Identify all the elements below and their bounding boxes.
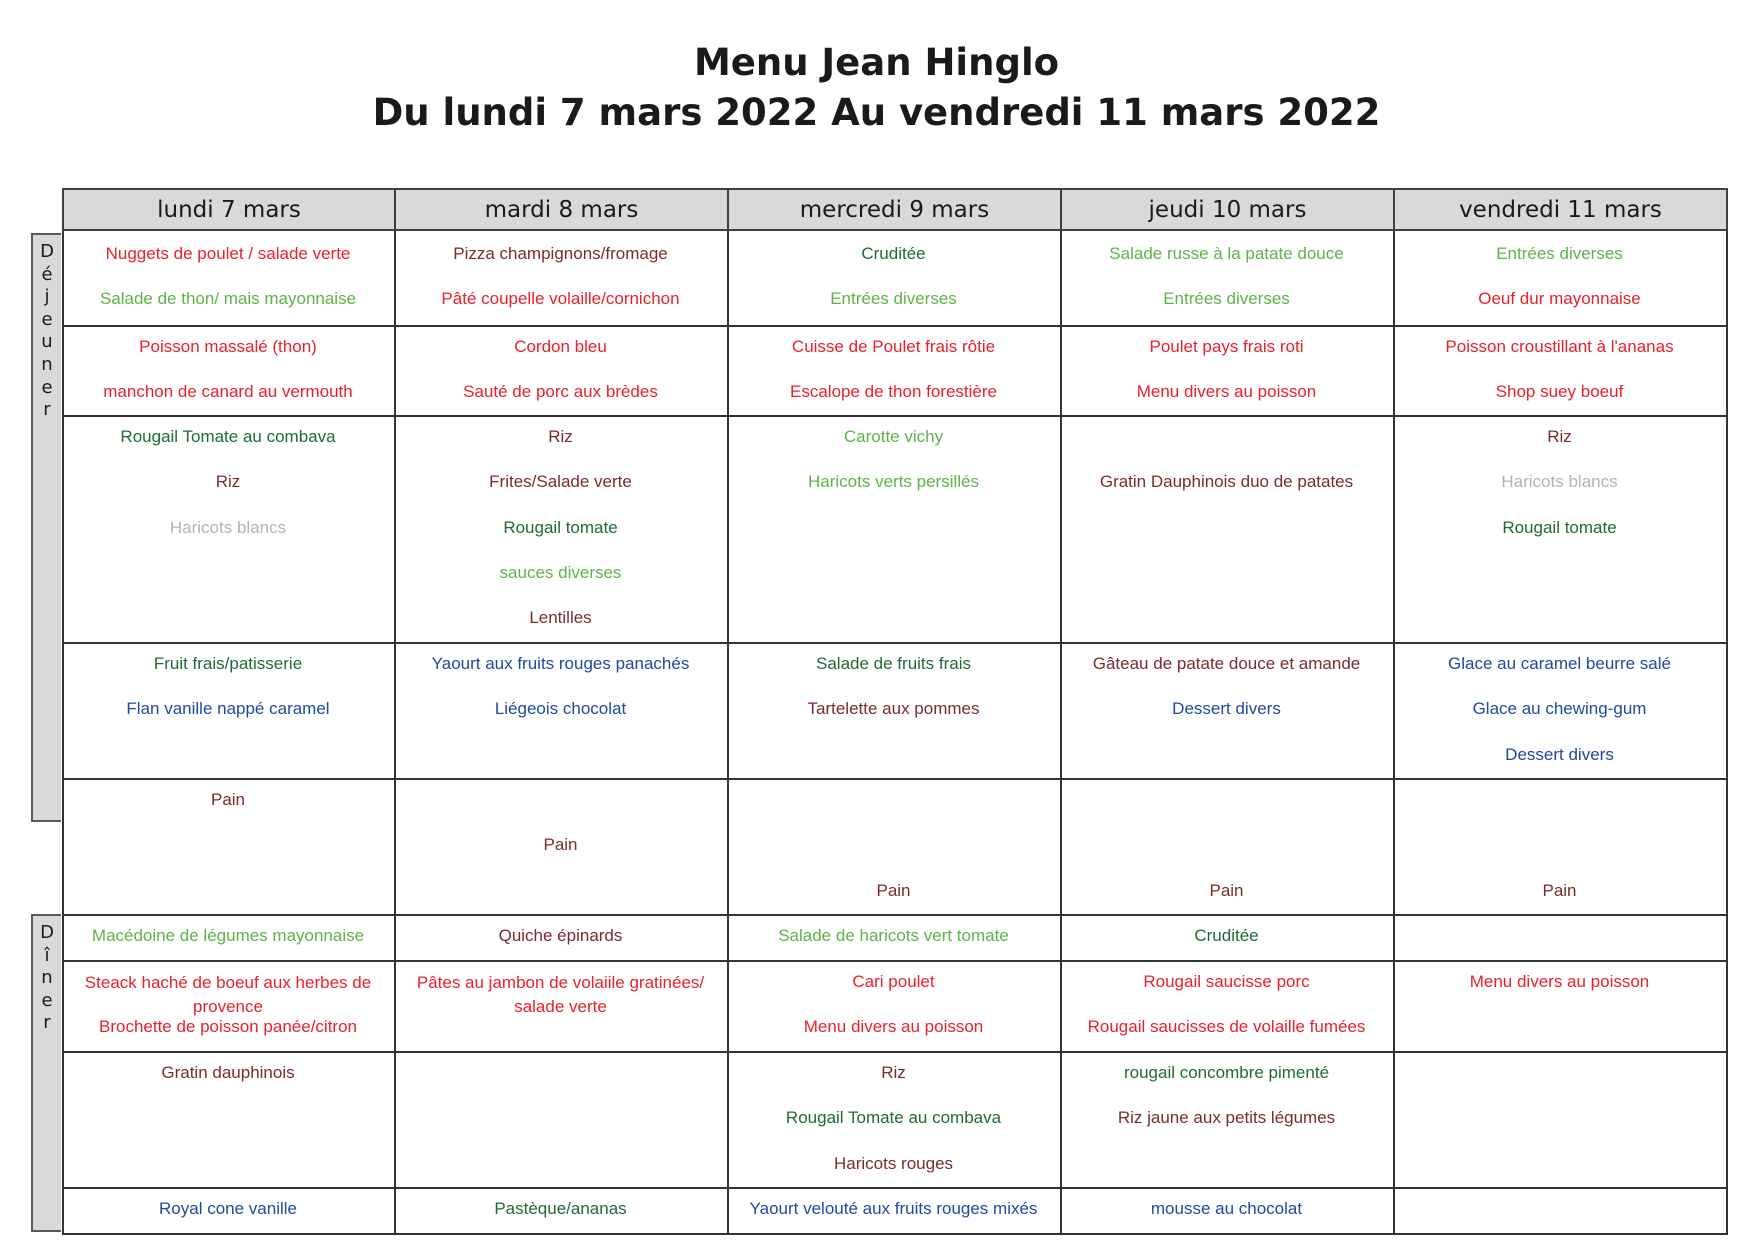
menu-item: Tartelette aux pommes <box>807 699 980 719</box>
menu-item: Pâté coupelle volaille/cornichon <box>441 289 680 309</box>
menu-item: Cordon bleu <box>514 337 607 356</box>
menu-item: Pain <box>876 880 911 900</box>
menu-cell-dejeuner-entrees <box>394 232 727 325</box>
menu-cell-diner-accompagnements <box>1060 1051 1393 1187</box>
menu-item: Poisson croustillant à l'ananas <box>1445 337 1674 356</box>
section-dejeuner-label <box>31 233 61 822</box>
menu-item: Riz <box>881 1063 906 1082</box>
menu-item: Shop suey boeuf <box>1495 382 1624 402</box>
menu-item: Rougail Tomate au combava <box>120 427 336 446</box>
menu-item: Liégeois chocolat <box>494 699 627 719</box>
menu-item: Pain <box>543 835 578 855</box>
menu-cell-dejeuner-entrees <box>727 232 1060 325</box>
menu-cell-dejeuner-pain <box>1060 778 1393 914</box>
day-header-3: jeudi 10 mars <box>1060 188 1395 231</box>
menu-item: Riz <box>215 472 241 492</box>
menu-item: Glace au caramel beurre salé <box>1447 654 1671 673</box>
menu-item: Haricots rouges <box>833 1153 954 1173</box>
menu-item: Riz jaune aux petits légumes <box>1117 1108 1336 1128</box>
menu-item: Brochette de poisson panée/citron <box>98 1017 357 1037</box>
menu-cell-dejeuner-entrees <box>1393 232 1726 325</box>
menu-cell-diner-entrees <box>727 914 1060 960</box>
menu-item: Menu divers au poisson <box>1136 382 1317 402</box>
section-dejeuner-label-letter: e <box>41 376 53 398</box>
menu-item: Lentilles <box>529 608 592 628</box>
menu-cell-dejeuner-accompagnements <box>727 415 1060 642</box>
day-header-4: vendredi 11 mars <box>1393 188 1728 231</box>
menu-item: Quiche épinards <box>498 926 623 945</box>
day-header-1: mardi 8 mars <box>394 188 729 231</box>
menu-cell-diner-entrees <box>62 914 394 960</box>
menu-cell-dejeuner-accompagnements <box>1393 415 1726 642</box>
menu-item: Dessert divers <box>1505 744 1614 764</box>
menu-item: Pain <box>1209 880 1244 900</box>
menu-item: Yaourt aux fruits rouges panachés <box>431 654 690 673</box>
menu-item: Pâtes au jambon de volaiile gratinées/ salade verte <box>416 973 705 1016</box>
menu-item: Poulet pays frais roti <box>1149 337 1304 356</box>
menu-cell-dejeuner-plats <box>62 325 394 415</box>
menu-item: Salade de haricots vert tomate <box>778 926 1009 945</box>
menu-title: Menu Jean Hinglo <box>693 41 1060 84</box>
menu-cell-dejeuner-entrees <box>62 232 394 325</box>
menu-cell-diner-desserts <box>727 1187 1060 1233</box>
menu-item: Flan vanille nappé caramel <box>126 699 330 719</box>
grid-line <box>62 1233 1728 1235</box>
section-diner-label-letter: D <box>40 922 54 943</box>
section-diner-label-letter: e <box>41 989 53 1011</box>
section-dejeuner-label-letter: r <box>43 399 51 421</box>
menu-item: Riz <box>548 427 573 446</box>
menu-cell-diner-desserts <box>394 1187 727 1233</box>
section-dejeuner-label-letter: e <box>41 308 53 330</box>
menu-cell-diner-desserts <box>1060 1187 1393 1233</box>
menu-item: Glace au chewing-gum <box>1472 699 1647 719</box>
section-diner-label-letter: n <box>41 967 53 989</box>
menu-item: Poisson massalé (thon) <box>139 337 317 356</box>
menu-item: Frites/Salade verte <box>489 472 632 492</box>
section-dejeuner-label-letter: é <box>41 263 53 285</box>
menu-item: Pizza champignons/fromage <box>453 244 668 263</box>
menu-cell-dejeuner-desserts <box>1393 642 1726 778</box>
menu-cell-dejeuner-accompagnements <box>62 415 394 642</box>
menu-item: Pain <box>1542 880 1577 900</box>
menu-cell-diner-plats <box>727 960 1060 1051</box>
section-diner-label <box>31 914 61 1232</box>
menu-cell-dejeuner-pain <box>727 778 1060 914</box>
menu-cell-dejeuner-accompagnements <box>394 415 727 642</box>
menu-item: Cuisse de Poulet frais rôtie <box>791 337 996 356</box>
menu-cell-dejeuner-plats <box>727 325 1060 415</box>
day-header-2: mercredi 9 mars <box>727 188 1062 231</box>
menu-cell-dejeuner-entrees <box>1060 232 1393 325</box>
menu-item: manchon de canard au vermouth <box>103 382 353 402</box>
menu-item: Gâteau de patate douce et amande <box>1092 654 1361 673</box>
section-diner-label-letter: î <box>44 944 50 966</box>
grid-line <box>1726 231 1728 1233</box>
menu-item: mousse au chocolat <box>1150 1199 1303 1218</box>
menu-date-range: Du lundi 7 mars 2022 Au vendredi 11 mars 2022 <box>372 91 1381 134</box>
section-dejeuner-label-letter: n <box>41 353 53 375</box>
menu-cell-diner-entrees <box>1060 914 1393 960</box>
menu-cell-diner-plats <box>1393 960 1726 1051</box>
menu-item: Haricots blancs <box>169 517 287 537</box>
menu-item: Entrées diverses <box>830 289 957 309</box>
menu-item: Steack haché de boeuf aux herbes de provence <box>84 973 372 1016</box>
menu-cell-diner-desserts <box>1393 1187 1726 1233</box>
menu-item: Rougail saucisses de volaille fumées <box>1087 1017 1366 1037</box>
menu-cell-diner-plats <box>62 960 394 1051</box>
day-header-0: lundi 7 mars <box>62 188 396 231</box>
menu-cell-diner-plats <box>394 960 727 1051</box>
menu-cell-dejeuner-plats <box>1060 325 1393 415</box>
menu-item: Riz <box>1547 427 1572 446</box>
menu-item: Macédoine de légumes mayonnaise <box>91 926 365 945</box>
menu-cell-diner-accompagnements <box>62 1051 394 1187</box>
menu-item: rougail concombre pimenté <box>1123 1063 1330 1082</box>
menu-item: Rougail saucisse porc <box>1143 972 1310 991</box>
menu-item: sauces diverses <box>499 562 622 582</box>
menu-cell-dejeuner-pain <box>62 778 394 914</box>
menu-item: Nuggets de poulet / salade verte <box>105 244 351 263</box>
menu-item: Haricots verts persillés <box>808 472 979 492</box>
menu-cell-diner-accompagnements <box>394 1051 727 1187</box>
section-dejeuner-label-letter: j <box>44 286 50 308</box>
menu-item: Pain <box>210 790 246 809</box>
section-dejeuner-label-letter: D <box>40 241 54 262</box>
menu-item: Yaourt velouté aux fruits rouges mixés <box>749 1199 1038 1218</box>
menu-cell-diner-accompagnements <box>1393 1051 1726 1187</box>
menu-item: Entrées diverses <box>1163 289 1290 309</box>
menu-item: Salade russe à la patate douce <box>1109 244 1344 263</box>
menu-item: Gratin dauphinois <box>161 1063 295 1082</box>
menu-item: Gratin Dauphinois duo de patates <box>1099 472 1354 492</box>
menu-item: Salade de thon/ mais mayonnaise <box>99 289 357 309</box>
menu-item: Rougail Tomate au combava <box>785 1108 1002 1128</box>
section-diner-label-letter: r <box>43 1012 51 1034</box>
menu-cell-dejeuner-pain <box>394 778 727 914</box>
menu-cell-dejeuner-desserts <box>727 642 1060 778</box>
menu-item: Haricots blancs <box>1501 472 1618 492</box>
menu-item: Cruditée <box>861 244 926 263</box>
menu-cell-diner-entrees <box>1393 914 1726 960</box>
menu-item: Royal cone vanille <box>159 1199 297 1218</box>
section-dejeuner-label-letter: u <box>41 331 53 353</box>
menu-item: Oeuf dur mayonnaise <box>1478 289 1641 309</box>
menu-item: Carotte vichy <box>843 427 944 446</box>
menu-cell-dejeuner-plats <box>1393 325 1726 415</box>
menu-cell-dejeuner-accompagnements <box>1060 415 1393 642</box>
menu-item: Fruit frais/patisserie <box>153 654 303 673</box>
menu-item: Cruditée <box>1194 926 1259 945</box>
menu-item: Escalope de thon forestière <box>790 382 997 402</box>
menu-item: Salade de fruits frais <box>816 654 971 673</box>
menu-cell-dejeuner-desserts <box>1060 642 1393 778</box>
menu-item: Sauté de porc aux brèdes <box>463 382 658 402</box>
menu-cell-diner-desserts <box>62 1187 394 1233</box>
menu-cell-diner-entrees <box>394 914 727 960</box>
menu-item: Menu divers au poisson <box>1469 972 1650 991</box>
menu-cell-diner-plats <box>1060 960 1393 1051</box>
menu-item: Dessert divers <box>1172 699 1281 719</box>
menu-cell-dejeuner-plats <box>394 325 727 415</box>
menu-item: Rougail tomate <box>503 517 618 537</box>
menu-item: Rougail tomate <box>1502 517 1617 537</box>
menu-cell-diner-accompagnements <box>727 1051 1060 1187</box>
menu-item: Entrées diverses <box>1496 244 1623 263</box>
menu-cell-dejeuner-desserts <box>62 642 394 778</box>
menu-item: Cari poulet <box>852 972 935 991</box>
menu-cell-dejeuner-pain <box>1393 778 1726 914</box>
menu-item: Pastèque/ananas <box>494 1199 627 1218</box>
menu-item: Menu divers au poisson <box>803 1017 984 1037</box>
menu-cell-dejeuner-desserts <box>394 642 727 778</box>
